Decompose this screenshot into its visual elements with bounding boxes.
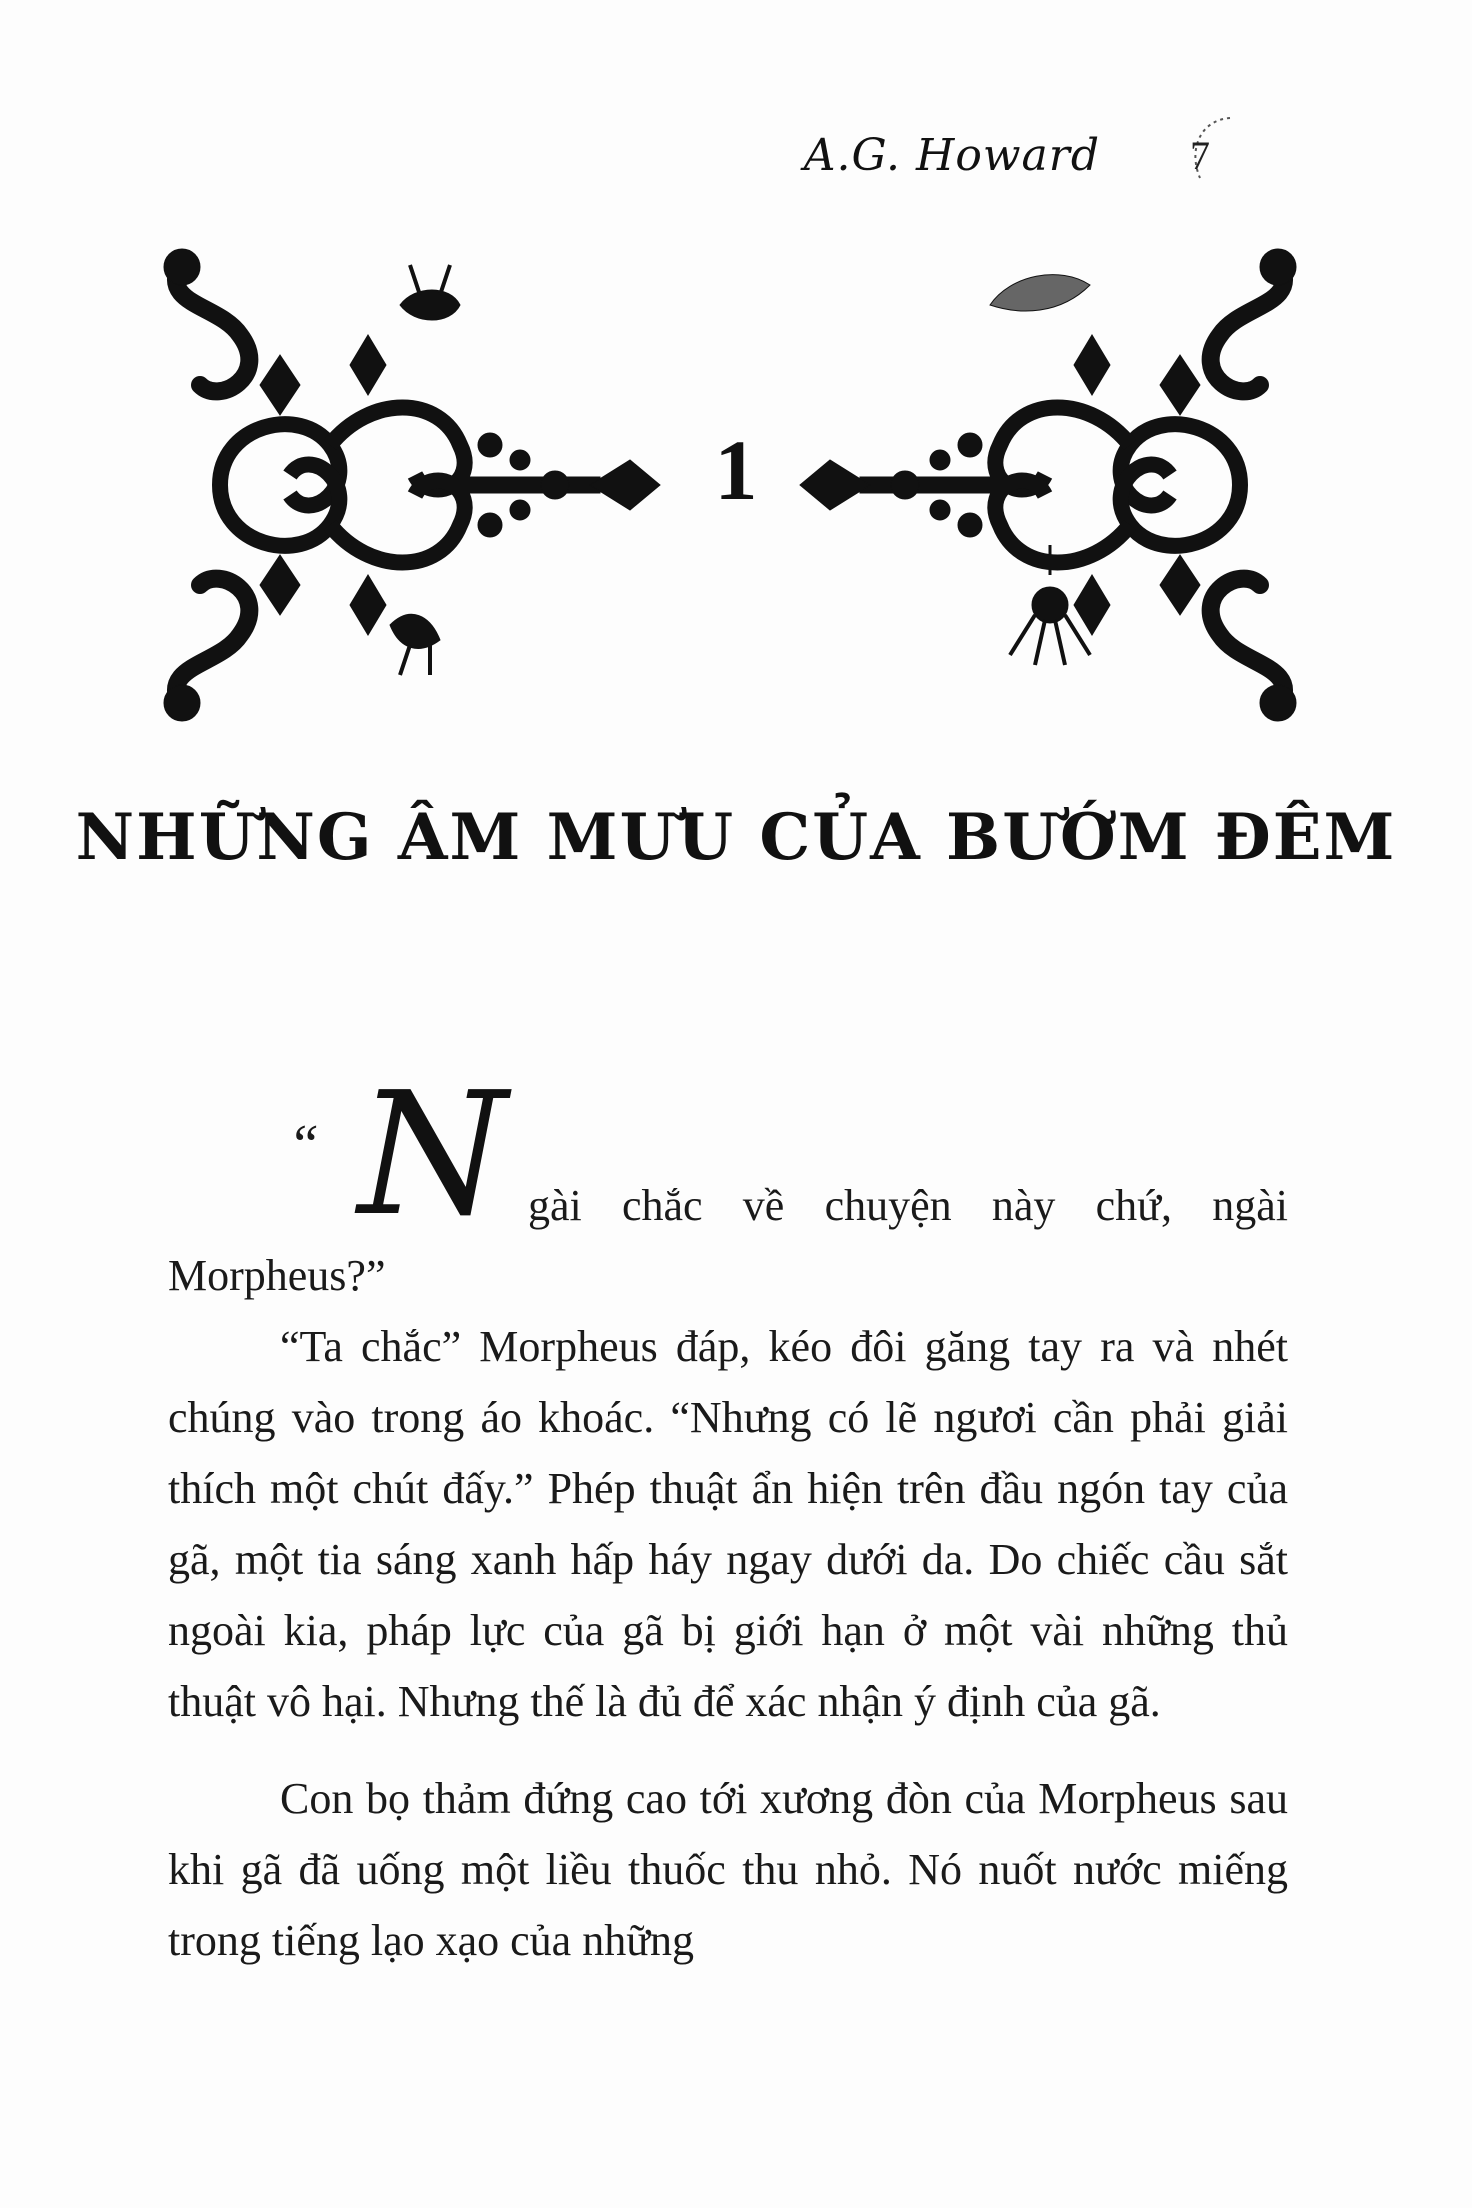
right-ornament-icon [780,245,1300,725]
page-number: 7 [1190,133,1210,178]
opening-quote: “ [288,1114,320,1176]
paragraph: Con bọ thảm đứng cao tới xương đòn của Morpheus sau khi gã đã uống một liều thuốc thu nhỏ. Nó nuốt nước miếng trong tiếng lạo xạo của những [168,1774,1288,1965]
first-paragraph [168,1056,1288,1311]
running-head [790,130,1250,190]
first-line [168,1056,1288,1254]
chapter-number: 1 [714,422,758,518]
author-name: A.G. Howard [803,130,1100,181]
first-line-text: gài chắc về chuyện này chứ, ngài [528,1181,1288,1230]
paragraph: “Ta chắc” Morpheus đáp, kéo đôi găng tay ra và nhét chúng vào trong áo khoác. “Nhưng có lẽ ngươi cần phải giải thích một chút đấy.” Phép thuật ẩn hiện trên đầu ngón tay của gã, một tia sáng xanh hấp háy ngay dưới da. Do chiếc cầu sắt ngoài kia, pháp lực của gã bị giới hạn ở một vài những thủ thuật vô hại. Nhưng thế là đủ để xác nhận ý định của gã. [168,1322,1288,1726]
left-ornament-icon [160,245,680,725]
first-paragraph-continuation: Morpheus?” [168,1251,386,1300]
chapter-title: NHỮNG ÂM MƯU CỦA BƯỚM ĐÊM [75,800,1397,875]
drop-cap: N [358,1056,507,1254]
body-text [168,1056,1288,1976]
